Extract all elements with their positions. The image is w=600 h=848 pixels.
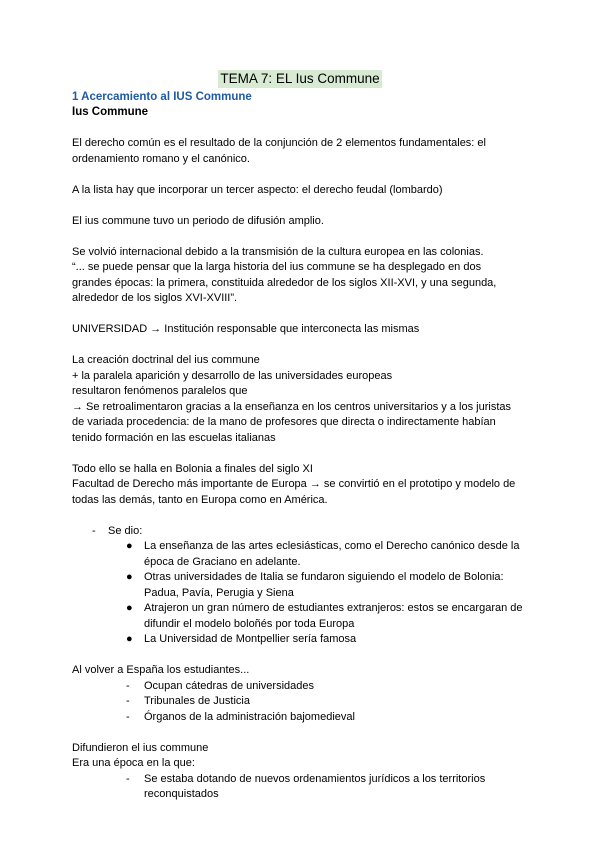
text-line: Se estaba dotando de nuevos ordenamientos jurídicos a los territorios <box>144 772 486 785</box>
dash-item <box>126 772 532 803</box>
dash-list <box>72 679 532 726</box>
text-line: La creación doctrinal del ius commune <box>72 354 260 366</box>
bullet-item <box>126 570 532 601</box>
dash-item <box>126 694 532 710</box>
dash-marker: - <box>126 710 130 723</box>
dash-item <box>126 679 532 695</box>
paragraph-3: El ius commune tuvo un periodo de difusión amplio. <box>72 214 324 227</box>
dash-item <box>72 524 532 540</box>
paragraph-1 <box>72 136 532 167</box>
text-line: ordenamiento romano y el canónico. <box>72 152 250 165</box>
paragraph-9 <box>72 741 532 803</box>
dash-item-text: Órganos de la administración bajomedieval <box>144 710 355 723</box>
dash-item-text: Ocupan cátedras de universidades <box>144 679 314 692</box>
bullet-item <box>126 601 532 632</box>
se-dio-list <box>72 524 532 648</box>
text-line: Era una época en la que: <box>72 757 195 769</box>
text-line: “... se puede pensar que la larga historia del ius commune se ha desplegado en dos <box>72 261 482 273</box>
paragraph-5: UNIVERSIDAD → Institución responsable que interconecta las mismas <box>72 323 420 335</box>
text-line: Atrajeron un gran número de estudiantes extranjeros: estos se encargaran de <box>144 602 523 614</box>
bullet-marker: ● <box>126 602 133 614</box>
text-line: Otras universidades de Italia se fundaron siguiendo el modelo de Bolonia: <box>144 571 504 583</box>
text-line: Se volvió internacional debido a la transmisión de la cultura europea en las colonias. <box>72 245 484 258</box>
text-line: grandes épocas: la primera, constituida alrededor de los siglos XII-XVI, y una segunda, <box>72 276 497 289</box>
text-line: época de Graciano en adelante. <box>144 555 301 568</box>
text-line: El derecho común es el resultado de la conjunción de 2 elementos fundamentales: el <box>72 137 486 149</box>
dash-item <box>126 710 532 726</box>
text-line: reconquistados <box>144 788 219 800</box>
text-line: La enseñanza de las artes eclesiásticas, como el Derecho canónico desde la <box>144 540 520 552</box>
bullet-item <box>126 539 532 570</box>
bullet-item <box>126 632 532 648</box>
bullet-marker: ● <box>126 540 133 552</box>
dash-marker: - <box>126 679 130 692</box>
paragraph-2: A la lista hay que incorporar un tercer aspecto: el derecho feudal (lombardo) <box>72 183 443 196</box>
text-line: de variada procedencia: de la mano de profesores que directa o indirectamente habían <box>72 416 496 428</box>
document-body <box>72 90 532 803</box>
text-line: La Universidad de Montpellier sería famosa <box>144 633 357 645</box>
title-wrap <box>0 70 600 88</box>
dash-marker: - <box>126 695 130 707</box>
text-line: tenido formación en las escuelas italianas <box>72 431 276 444</box>
text-line: Todo ello se halla en Bolonia a finales del siglo XI <box>72 462 313 475</box>
text-line: Padua, Pavía, Perugia y Siena <box>144 586 294 599</box>
dash-list <box>72 772 532 803</box>
text-line: alrededor de los siglos XVI-XVIII”. <box>72 292 238 304</box>
text-line: Facultad de Derecho más importante de Europa → se convirtió en el prototipo y modelo de <box>72 478 516 490</box>
text-line: todas las demás, tanto en Europa como en América. <box>72 493 328 506</box>
dash-marker: - <box>92 524 96 537</box>
se-dio-label: Se dio: <box>108 524 143 537</box>
text-line: resultaron fenómenos paralelos que <box>72 385 248 397</box>
paragraph-7 <box>72 462 532 509</box>
paragraph-8 <box>72 663 532 725</box>
text-line: + la paralela aparición y desarrollo de las universidades europeas <box>72 369 393 382</box>
subheading: Ius Commune <box>72 106 149 118</box>
text-line: → Se retroalimentaron gracias a la enseñanza en los centros universitarios y a los juristas <box>72 400 511 413</box>
text-line: Difundieron el ius commune <box>72 741 209 754</box>
bullet-list <box>72 539 532 648</box>
text-line: difundir el modelo boloñés por toda Europa <box>144 617 355 630</box>
dash-marker: - <box>126 772 130 785</box>
dash-item-text: Tribunales de Justicia <box>144 695 250 707</box>
document-title: TEMA 7: EL Ius Commune <box>220 71 380 86</box>
bullet-marker: ● <box>126 633 133 645</box>
bullet-marker: ● <box>126 571 133 583</box>
paragraph-6 <box>72 353 532 446</box>
paragraph-4 <box>72 245 532 307</box>
text-line: Al volver a España los estudiantes... <box>72 664 250 676</box>
section-heading: 1 Acercamiento al IUS Commune <box>72 91 252 103</box>
